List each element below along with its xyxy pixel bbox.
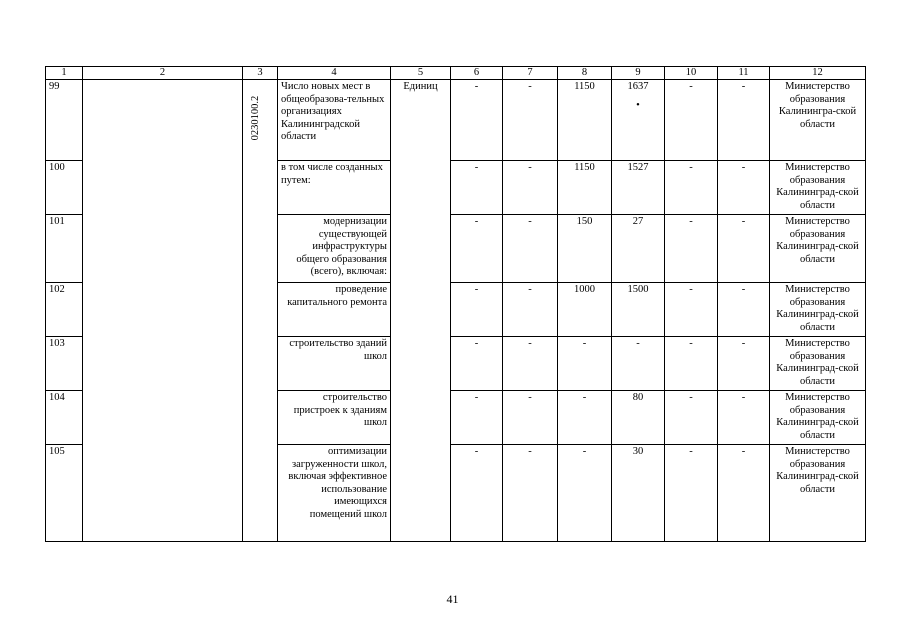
- unit-cell: Единиц: [391, 80, 451, 542]
- value-cell: -: [665, 80, 718, 161]
- value-cell: -: [451, 283, 503, 337]
- value-cell: -: [718, 337, 770, 391]
- value-cell: 80: [612, 391, 665, 445]
- value-cell: -: [558, 337, 612, 391]
- value-cell: 27: [612, 215, 665, 283]
- value-cell: -: [503, 215, 558, 283]
- value-cell: -: [558, 445, 612, 542]
- header-cell: 2: [83, 67, 243, 80]
- value-cell: -: [503, 391, 558, 445]
- header-cell: 4: [278, 67, 391, 80]
- value-cell: -: [665, 283, 718, 337]
- header-cell: 5: [391, 67, 451, 80]
- value-cell: 1500: [612, 283, 665, 337]
- responsible-cell: Министерство образования Калининград-ской области: [770, 391, 866, 445]
- responsible-cell: Министерство образования Калининград-ской области: [770, 337, 866, 391]
- page-number: 41: [446, 592, 459, 606]
- value-cell: -: [503, 80, 558, 161]
- value-cell: -: [718, 215, 770, 283]
- value-cell: -: [718, 80, 770, 161]
- value-cell: -: [612, 337, 665, 391]
- indicator-name: Число новых мест в общеобразова-тельных организациях Калининградской области: [278, 80, 391, 161]
- value-cell: 30: [612, 445, 665, 542]
- header-cell: 6: [451, 67, 503, 80]
- header-row: [46, 67, 866, 80]
- row-number: 101: [46, 215, 83, 283]
- responsible-cell: Министерство образования Калининград-ской области: [770, 445, 866, 542]
- value-cell: -: [665, 215, 718, 283]
- value-cell: -: [451, 80, 503, 161]
- indicator-name: в том числе созданных путем:: [278, 161, 391, 215]
- row-number: 105: [46, 445, 83, 542]
- value-cell: -: [665, 161, 718, 215]
- value-cell: [612, 80, 665, 161]
- data-table: [45, 66, 866, 542]
- value-cell: -: [451, 445, 503, 542]
- value-cell: -: [451, 391, 503, 445]
- value-cell: 1150: [558, 80, 612, 161]
- indicator-name: строительство зданий школ: [278, 337, 391, 391]
- header-cell: 10: [665, 67, 718, 80]
- header-cell: 7: [503, 67, 558, 80]
- indicator-name: оптимизации загруженности школ, включая эффективное использование имеющихся помещений школ: [278, 445, 391, 542]
- value-cell: -: [558, 391, 612, 445]
- value-cell: -: [451, 337, 503, 391]
- empty-column-2: [83, 80, 243, 542]
- value-cell: 1150: [558, 161, 612, 215]
- value-cell: -: [503, 283, 558, 337]
- value-cell: 150: [558, 215, 612, 283]
- responsible-cell: Министерство образования Калининград-ской области: [770, 161, 866, 215]
- responsible-cell: Министерство образования Калинингра-ской области: [770, 80, 866, 161]
- value-cell: -: [503, 337, 558, 391]
- value-cell: -: [665, 337, 718, 391]
- value-cell: -: [665, 445, 718, 542]
- value-cell: 1000: [558, 283, 612, 337]
- indicator-name: проведение капитального ремонта: [278, 283, 391, 337]
- header-cell: 12: [770, 67, 866, 80]
- value-cell: -: [503, 161, 558, 215]
- row-number: 104: [46, 391, 83, 445]
- value-cell: -: [718, 161, 770, 215]
- table-row: [46, 80, 866, 161]
- indicator-name: модернизации существующей инфраструктуры общего образования (всего), включая:: [278, 215, 391, 283]
- code-text: 0230100.2: [249, 95, 261, 141]
- value-cell: -: [665, 391, 718, 445]
- value-cell: -: [718, 283, 770, 337]
- responsible-cell: Министерство образования Калининград-ской области: [770, 215, 866, 283]
- value-cell: 1527: [612, 161, 665, 215]
- value-cell: -: [503, 445, 558, 542]
- header-cell: 9: [612, 67, 665, 80]
- indicator-name: строительство пристроек к зданиям школ: [278, 391, 391, 445]
- value-text: 1637: [627, 81, 649, 92]
- value-cell: -: [451, 215, 503, 283]
- dot-mark: •: [636, 99, 640, 111]
- responsible-cell: Министерство образования Калининград-ской области: [770, 283, 866, 337]
- header-cell: 1: [46, 67, 83, 80]
- row-number: 102: [46, 283, 83, 337]
- value-cell: -: [718, 445, 770, 542]
- row-number: 100: [46, 161, 83, 215]
- header-cell: 3: [243, 67, 278, 80]
- value-cell: -: [718, 391, 770, 445]
- header-cell: 11: [718, 67, 770, 80]
- row-number: 99: [46, 80, 83, 161]
- row-number: 103: [46, 337, 83, 391]
- header-cell: 8: [558, 67, 612, 80]
- code-cell: [243, 80, 278, 542]
- value-cell: -: [451, 161, 503, 215]
